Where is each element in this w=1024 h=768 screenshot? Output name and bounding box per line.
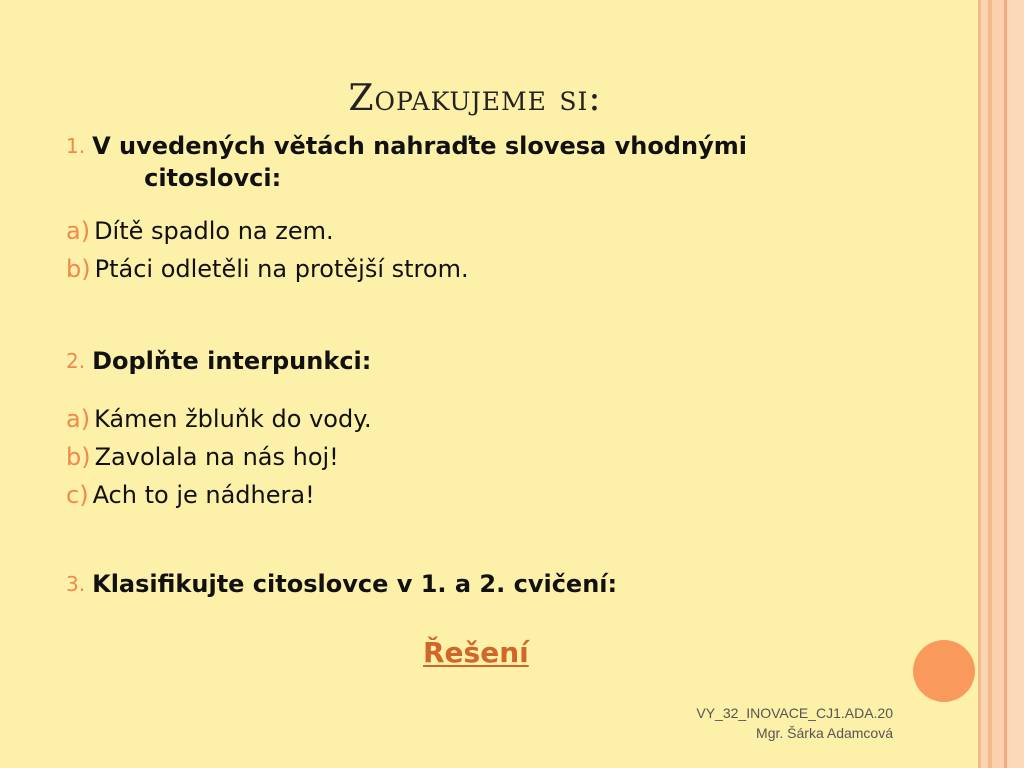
item-text: Ptáci odletěli na protější strom.	[94, 255, 469, 283]
solution-link[interactable]: Řešení	[423, 636, 529, 669]
slide-content	[66, 130, 936, 598]
task1-heading-line2: citoslovci:	[144, 164, 282, 192]
task1-heading	[66, 130, 936, 194]
list-item	[66, 438, 372, 476]
slide-title: Zopakujeme si:	[348, 78, 602, 119]
task2-heading-text: Doplňte interpunkci:	[92, 347, 372, 375]
footer-code: VY_32_INOVACE_CJ1.ADA.20	[696, 705, 893, 721]
list-item	[66, 476, 372, 514]
decorative-stripe	[981, 0, 988, 768]
list-item	[66, 250, 936, 288]
decorative-stripe	[992, 0, 1004, 768]
item-text: Ach to je nádhera!	[92, 481, 315, 509]
decorative-circle	[913, 640, 975, 702]
task2-number: 2.	[66, 349, 86, 373]
task1-number: 1.	[66, 134, 86, 158]
item-text: Kámen žbluňk do vody.	[94, 405, 372, 433]
item-marker: c)	[66, 481, 89, 509]
task1-heading-line1: V uvedených větách nahraďte slovesa vhodnými	[92, 132, 747, 160]
task3-heading-text: Klasifikujte citoslovce v 1. a 2. cvičení:	[92, 570, 618, 598]
list-item	[66, 212, 936, 250]
footer	[696, 703, 893, 743]
item-marker: b)	[66, 443, 91, 471]
task2-items	[66, 400, 372, 514]
item-marker: b)	[66, 255, 91, 283]
item-text: Zavolala na nás hoj!	[94, 443, 339, 471]
item-marker: a)	[66, 217, 91, 245]
item-text: Dítě spadlo na zem.	[94, 217, 334, 245]
list-item	[66, 400, 372, 438]
decorative-stripe	[1007, 0, 1024, 768]
task3-heading	[66, 568, 617, 600]
task3-number: 3.	[66, 572, 86, 596]
footer-author: Mgr. Šárka Adamcová	[756, 725, 893, 741]
task1-items	[66, 212, 936, 288]
task2-heading	[66, 345, 371, 377]
item-marker: a)	[66, 405, 91, 433]
